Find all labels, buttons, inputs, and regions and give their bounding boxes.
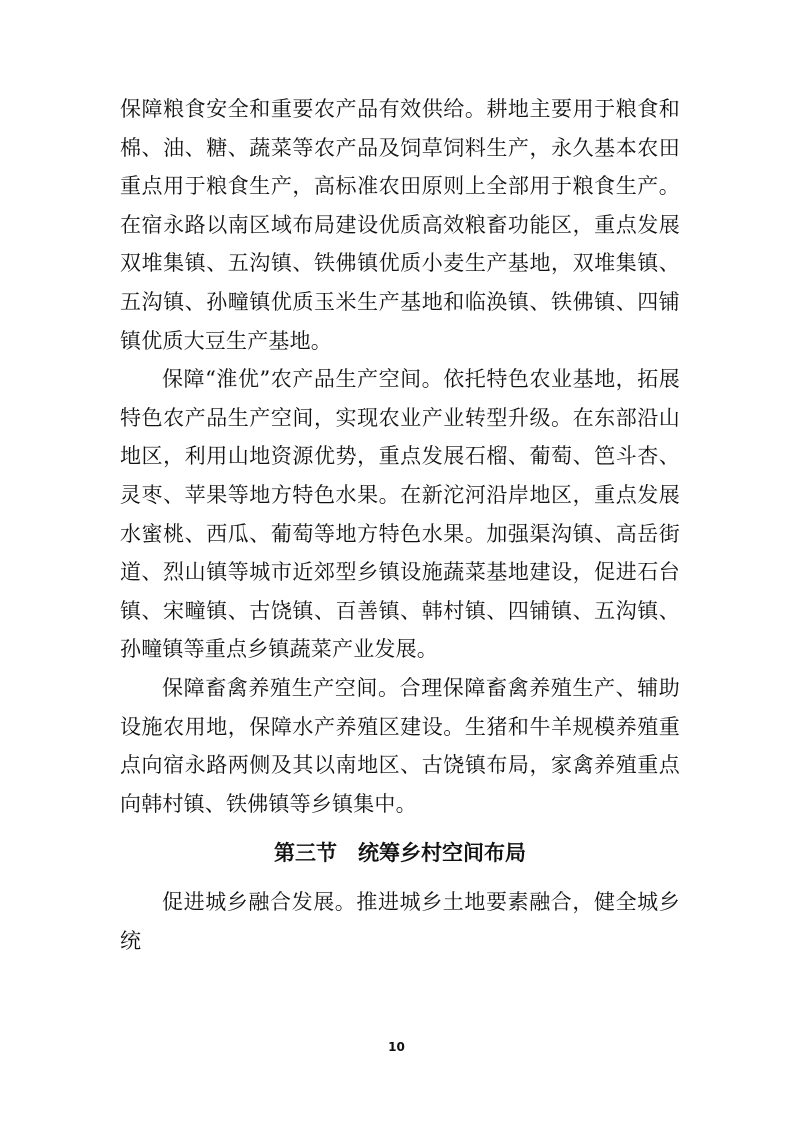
page-number: 10: [388, 1040, 405, 1054]
section-heading: 第三节 统筹乡村空间布局: [274, 841, 526, 866]
document-body: [120, 90, 680, 960]
paragraph-livestock-space: 保障畜禽养殖生产空间。合理保障畜禽养殖生产、辅助设施农用地，保障水产养殖区建设。生猪和牛羊规模养殖重点向宿永路两侧及其以南地区、古饶镇布局，家禽养殖重点向韩村镇、铁佛镇等乡镇集中。: [120, 675, 680, 816]
paragraph-huaiyou-products: 保障“淮优”农产品生产空间。依托特色农业基地，拓展特色农产品生产空间，实现农业产业转型升级。在东部沿山地区，利用山地资源优势，重点发展石榴、葡萄、笆斗杏、灵枣、苹果等地方特色水果。在新沱河沿岸地区，重点发展水蜜桃、西瓜、葡萄等地方特色水果。加强渠沟镇、高岳街道、烈山镇等城市近郊型乡镇设施蔬菜基地建设，促进石台镇、宋疃镇、古饶镇、百善镇、韩村镇、四铺镇、五沟镇、孙疃镇等重点乡镇蔬菜产业发展。: [120, 367, 680, 662]
paragraph-grain-supply: 保障粮食安全和重要农产品有效供给。耕地主要用于粮食和棉、油、糖、蔬菜等农产品及饲草饲料生产，永久基本农田重点用于粮食生产，高标准农田原则上全部用于粮食生产。在宿永路以南区域布局建设优质高效粮畜功能区，重点发展双堆集镇、五沟镇、铁佛镇优质小麦生产基地，双堆集镇、五沟镇、孙疃镇优质玉米生产基地和临涣镇、铁佛镇、四铺镇优质大豆生产基地。: [120, 97, 680, 353]
paragraph-urban-rural-integration: 促进城乡融合发展。推进城乡土地要素融合，健全城乡统: [120, 890, 680, 953]
